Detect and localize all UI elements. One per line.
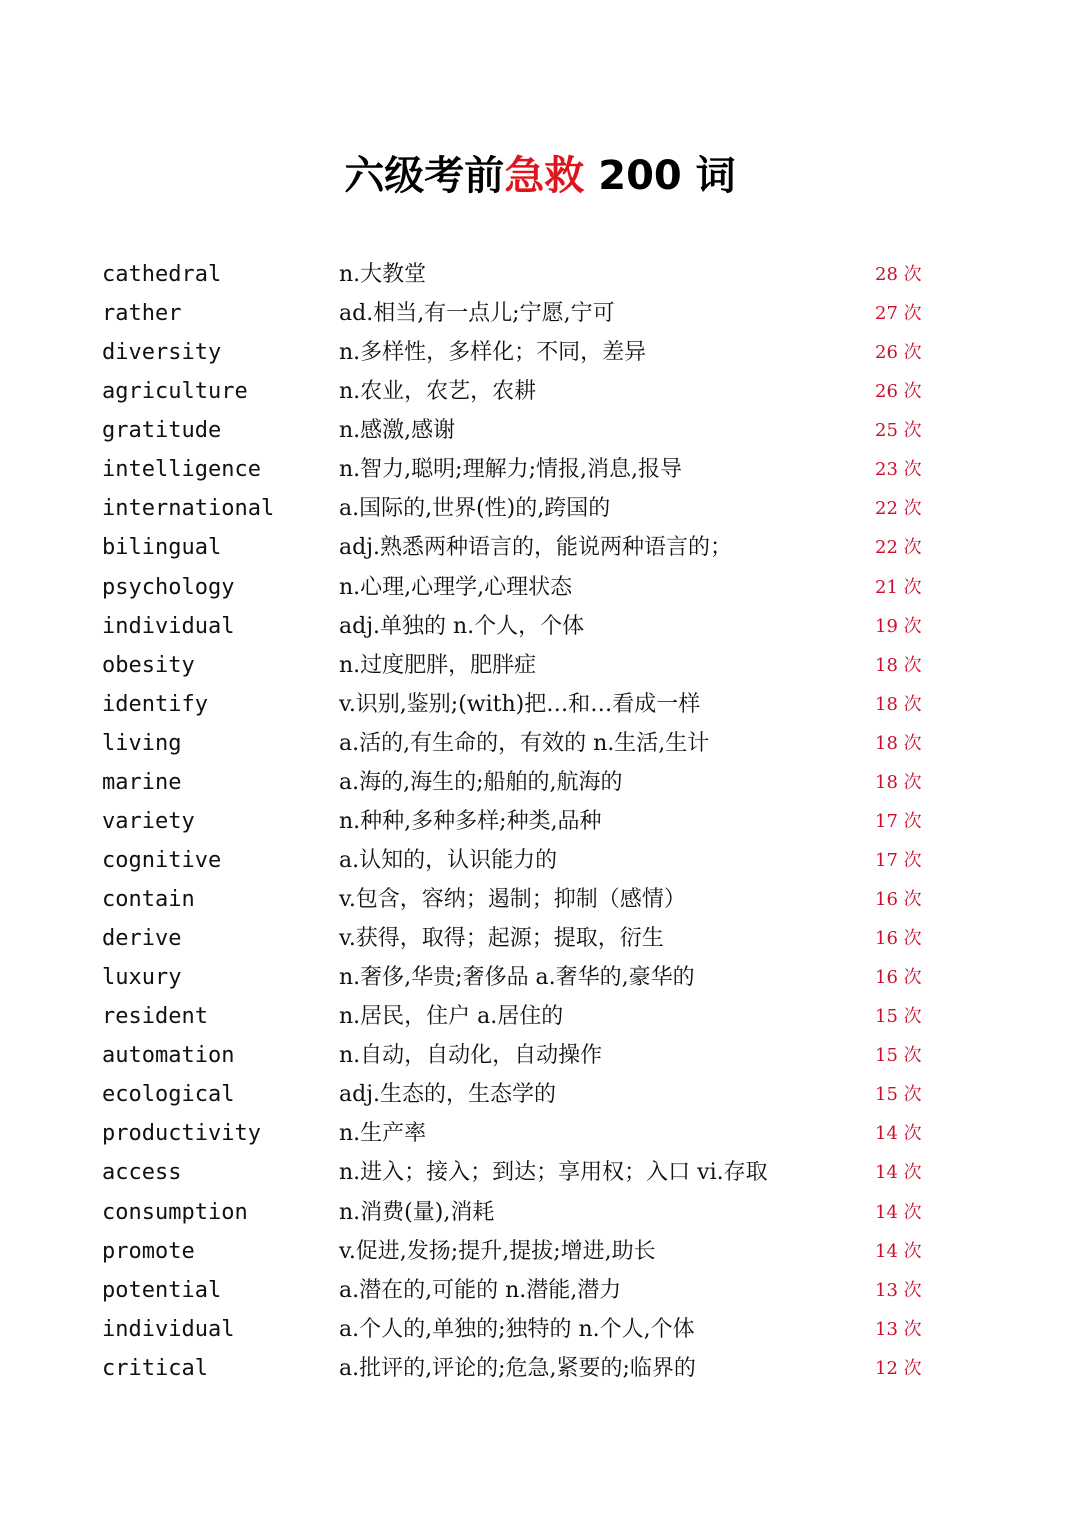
word-row: [0, 763, 1080, 802]
word-frequency: 16 次: [875, 928, 922, 950]
word-term: rather: [102, 301, 182, 327]
word-term: critical: [102, 1355, 208, 1381]
word-meaning: adj.单独的 n.个人，个体: [339, 613, 585, 639]
word-term: promote: [102, 1238, 195, 1264]
word-frequency: 18 次: [875, 771, 922, 793]
word-frequency: 16 次: [875, 889, 922, 910]
word-term: agriculture: [102, 379, 248, 405]
word-row: [0, 1114, 1080, 1153]
word-term: marine: [102, 769, 182, 795]
word-frequency: 16 次: [875, 967, 922, 989]
word-row: [0, 294, 1080, 333]
title-highlight: 急救: [504, 153, 585, 199]
word-row: [0, 489, 1080, 528]
word-meaning: a.个人的,单独的;独特的 n.个人,个体: [339, 1316, 695, 1342]
word-term: individual: [102, 1316, 235, 1342]
word-frequency: 22 次: [875, 537, 922, 559]
word-meaning: v.促进,发扬;提升,提拔;增进,助长: [339, 1238, 656, 1264]
word-frequency: 22 次: [875, 498, 922, 520]
word-term: contain: [102, 887, 195, 912]
word-term: diversity: [102, 340, 222, 366]
word-row: [0, 919, 1080, 958]
word-meaning: v.获得，取得；起源；提取，衍生: [339, 926, 664, 952]
word-term: derive: [102, 926, 182, 952]
word-row: [0, 568, 1080, 607]
word-meaning: a.海的,海生的;船舶的,航海的: [339, 769, 623, 795]
word-meaning: n.生产率: [339, 1121, 427, 1147]
word-row: [0, 1075, 1080, 1114]
word-frequency: 25 次: [875, 420, 922, 442]
word-row: [0, 1271, 1080, 1310]
word-meaning: n.过度肥胖，肥胖症: [339, 652, 537, 678]
word-meaning: adj.熟悉两种语言的，能说两种语言的；: [339, 535, 733, 561]
word-term: access: [102, 1160, 182, 1186]
word-row: [0, 1036, 1080, 1075]
word-frequency: 14 次: [875, 1201, 922, 1223]
word-frequency: 14 次: [875, 1240, 922, 1262]
word-term: living: [102, 730, 182, 756]
word-term: intelligence: [102, 457, 261, 483]
word-frequency: 13 次: [875, 1279, 922, 1301]
word-term: productivity: [102, 1121, 261, 1147]
word-term: bilingual: [102, 535, 222, 561]
word-meaning: n.大教堂: [339, 262, 427, 287]
word-row: [0, 1193, 1080, 1232]
word-meaning: n.农业，农艺，农耕: [339, 379, 537, 405]
word-frequency: 19 次: [875, 615, 922, 637]
word-meaning: a.批评的,评论的;危急,紧要的;临界的: [339, 1355, 696, 1381]
word-frequency: 27 次: [875, 303, 922, 325]
word-term: obesity: [102, 652, 195, 678]
word-term: individual: [102, 613, 235, 639]
word-row: [0, 333, 1080, 372]
word-term: identify: [102, 691, 208, 717]
word-term: psychology: [102, 574, 235, 600]
word-row: [0, 958, 1080, 997]
word-meaning: n.智力,聪明;理解力;情报,消息,报导: [339, 457, 682, 483]
word-term: international: [102, 496, 275, 522]
word-meaning: v.包含，容纳；遏制；抑制（感情）: [339, 887, 686, 912]
word-row: [0, 841, 1080, 880]
word-frequency: 26 次: [875, 381, 922, 403]
word-term: resident: [102, 1004, 208, 1030]
word-meaning: n.居民，住户 a.居住的: [339, 1004, 564, 1030]
word-meaning: n.心理,心理学,心理状态: [339, 574, 573, 600]
word-frequency: 18 次: [875, 732, 922, 754]
word-meaning: ad.相当,有一点儿;宁愿,宁可: [339, 301, 615, 327]
word-frequency: 14 次: [875, 1123, 922, 1145]
title-part-3: 200 词: [584, 153, 736, 199]
word-meaning: a.国际的,世界(性)的,跨国的: [339, 496, 611, 522]
word-term: potential: [102, 1277, 222, 1303]
word-row: [0, 607, 1080, 646]
word-term: cognitive: [102, 847, 222, 873]
word-frequency: 21 次: [875, 576, 922, 598]
word-row: [0, 685, 1080, 724]
word-meaning: n.奢侈,华贵;奢侈品 a.奢华的,豪华的: [339, 965, 695, 991]
word-frequency: 15 次: [875, 1045, 922, 1067]
word-row: [0, 646, 1080, 685]
word-frequency: 17 次: [875, 810, 922, 832]
word-meaning: n.消费(量),消耗: [339, 1199, 495, 1225]
word-frequency: 14 次: [875, 1162, 922, 1184]
word-frequency: 18 次: [875, 654, 922, 676]
word-frequency: 26 次: [875, 342, 922, 364]
word-frequency: 23 次: [875, 459, 922, 481]
word-row: [0, 1153, 1080, 1192]
word-frequency: 28 次: [875, 264, 922, 285]
word-meaning: n.种种,多种多样;种类,品种: [339, 808, 602, 834]
word-frequency: 15 次: [875, 1006, 922, 1028]
word-meaning: adj.生态的，生态学的: [339, 1082, 557, 1108]
word-frequency: 17 次: [875, 849, 922, 871]
word-row: [0, 450, 1080, 489]
word-term: ecological: [102, 1082, 235, 1108]
word-term: variety: [102, 808, 195, 834]
title-part-1: 六级考前: [344, 153, 505, 199]
word-row: [0, 724, 1080, 763]
word-row: [0, 411, 1080, 450]
word-row: [0, 802, 1080, 841]
word-list: [0, 255, 1080, 1388]
word-frequency: 18 次: [875, 693, 922, 715]
word-term: luxury: [102, 965, 182, 991]
word-row: [0, 1310, 1080, 1349]
word-meaning: n.多样性，多样化；不同，差异: [339, 340, 647, 366]
page-title: [0, 148, 1080, 204]
word-meaning: a.认知的，认识能力的: [339, 847, 558, 873]
word-meaning: n.进入；接入；到达；享用权；入口 vi.存取: [339, 1160, 768, 1186]
word-row: [0, 1349, 1080, 1388]
word-meaning: a.活的,有生命的，有效的 n.生活,生计: [339, 730, 710, 756]
word-meaning: a.潜在的,可能的 n.潜能,潜力: [339, 1277, 622, 1303]
word-term: consumption: [102, 1199, 248, 1225]
word-term: gratitude: [102, 418, 222, 444]
word-row: [0, 372, 1080, 411]
word-frequency: 12 次: [875, 1357, 922, 1379]
word-meaning: v.识别,鉴别;(with)把…和…看成一样: [339, 691, 701, 717]
word-row: [0, 1232, 1080, 1271]
word-row: [0, 997, 1080, 1036]
word-row: [0, 880, 1080, 919]
word-row: [0, 528, 1080, 567]
word-frequency: 13 次: [875, 1318, 922, 1340]
word-term: cathedral: [102, 262, 222, 287]
word-frequency: 15 次: [875, 1084, 922, 1106]
word-meaning: n.感激,感谢: [339, 418, 456, 444]
word-term: automation: [102, 1043, 235, 1069]
word-row: [0, 255, 1080, 294]
word-meaning: n.自动，自动化，自动操作: [339, 1043, 603, 1069]
